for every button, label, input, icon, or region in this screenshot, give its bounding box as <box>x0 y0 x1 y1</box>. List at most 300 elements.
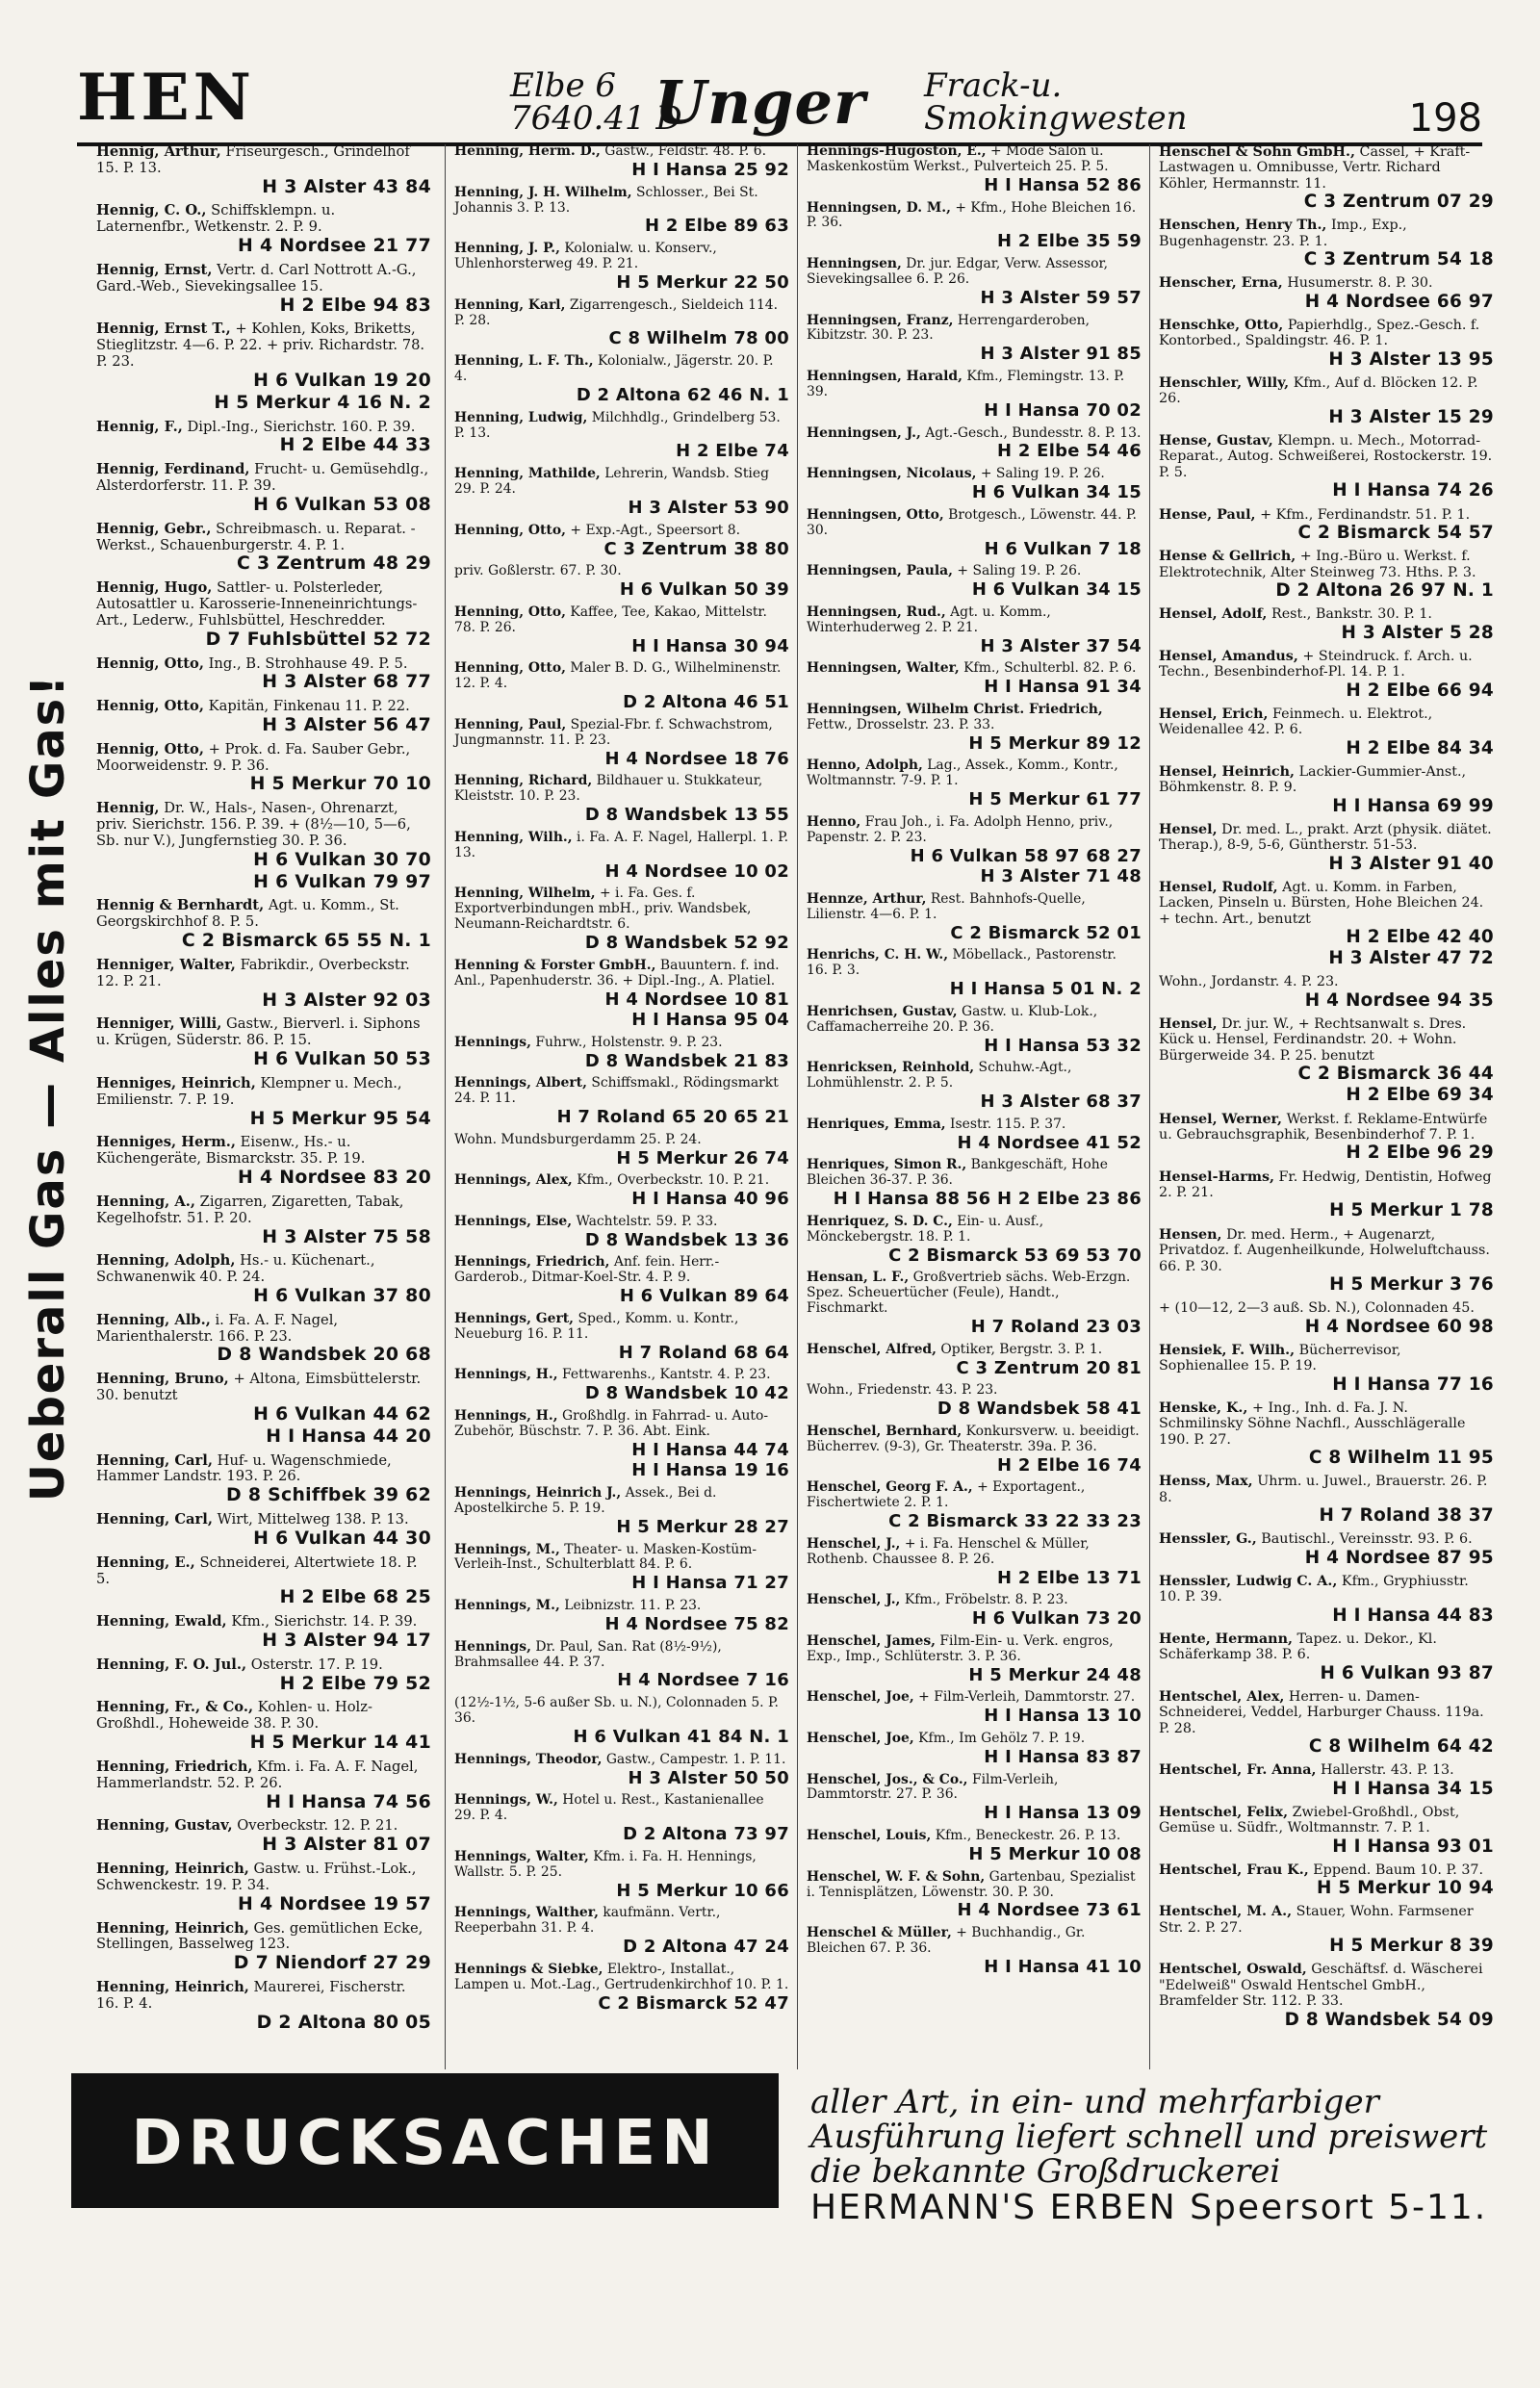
ad-box-text: DRUCKSACHEN <box>131 2108 719 2179</box>
header-keyword: HEN <box>77 60 255 135</box>
directory-entry <box>807 605 1142 657</box>
entry-phone: H I Hansa 13 09 <box>984 1803 1142 1824</box>
entry-description: Fuhrw., Holstenstr. 9. P. 23. <box>535 1034 723 1050</box>
entry-description: + Mode Salon u. Maskenkostüm Werkst., Pulverteich 25. P. 5. <box>807 143 1109 174</box>
directory-entry <box>96 699 431 737</box>
entry-description: Kfm., Gryphiusstr. 10. P. 39. <box>1159 1573 1469 1605</box>
entry-description: + Film-Verleih, Dammtorstr. 27. <box>918 1689 1136 1706</box>
entry-description: + Saling 19. P. 26. <box>957 563 1082 579</box>
entry-phone: C 3 Zentrum 38 80 <box>603 538 789 559</box>
directory-entry <box>454 1173 789 1210</box>
entry-name: Henschel, W. F. & Sohn, <box>807 1868 986 1885</box>
directory-entry <box>807 703 1142 755</box>
entry-description: Kfm., Overbeckstr. 10. P. 21. <box>577 1172 770 1189</box>
entry-description: Isestr. 115. P. 37. <box>950 1116 1066 1132</box>
entry-phone: H 6 Vulkan 7 18 <box>984 538 1142 559</box>
directory-entry <box>807 314 1142 366</box>
entry-description: Eisenw., Hs.- u. Küchengeräte, Bismarckstr. 35. P. 19. <box>96 1134 366 1168</box>
entry-description: + i. Fa. Henschel & Müller, Rothenb. Chaussee 8. P. 26. <box>807 1535 1090 1567</box>
directory-entry <box>807 1634 1142 1686</box>
directory-entry <box>807 201 1142 253</box>
entry-phone: H 5 Merkur 1 78 <box>1329 1200 1494 1221</box>
entry-name: Henrichs, C. H. W., <box>807 947 949 963</box>
entry-description: Kfm., Im Gehölz 7. P. 19. <box>918 1730 1086 1746</box>
entry-phone: H 2 Elbe 54 46 <box>996 441 1142 462</box>
directory-entry <box>454 1963 789 2015</box>
directory-entry <box>1159 1300 1494 1338</box>
directory-entry <box>807 508 1142 560</box>
entry-description: Großhdlg. in Fahrrad- u. Auto-Zubehör, Büschstr. 7. P. 36. Abt. Eink. <box>454 1407 769 1439</box>
directory-entry <box>454 1036 789 1072</box>
entry-name: Henrichsen, Gustav, <box>807 1003 958 1019</box>
entry-phone: H 5 Merkur 22 50 <box>616 271 789 293</box>
entry-phone: H 2 Elbe 13 71 <box>996 1567 1142 1588</box>
entry-phone: D 2 Altona 47 24 <box>623 1937 789 1958</box>
entry-description: Frucht- u. Gemüsehdlg., Alsterdorferstr. 11. P. 39. <box>96 461 429 495</box>
entry-phone: H 3 Alster 94 17 <box>262 1631 431 1652</box>
entry-description: Fabrikdir., Overbeckstr. 12. P. 21. <box>96 956 410 989</box>
entry-description: Schiffsmakl., Rödingsmarkt 24. P. 11. <box>454 1075 779 1107</box>
entry-description: Milchhdlg., Grindelberg 53. P. 13. <box>454 409 781 441</box>
entry-description: Agt. u. Komm., Winterhuderweg 2. P. 21. <box>807 603 1051 635</box>
entry-description: Papierhdlg., Spez.-Gesch. f. Kontorbed., Spaldingstr. 46. P. 1. <box>1159 318 1480 349</box>
entry-phone: H 3 Alster 81 07 <box>262 1835 431 1856</box>
directory-entry <box>96 580 431 651</box>
entry-description: + Exp.-Agt., Speersort 8. <box>570 522 741 538</box>
entry-description: Kfm., Beneckestr. 26. P. 13. <box>935 1828 1121 1844</box>
entry-name: Henno, Adolph, <box>807 757 923 774</box>
directory-entry <box>454 354 789 406</box>
directory-entry <box>1159 1574 1494 1627</box>
entry-name: Henschen, Henry Th., <box>1159 218 1327 234</box>
entry-phone: H I Hansa 74 56 <box>266 1791 431 1812</box>
entry-phone: H I Hansa 93 01 <box>1332 1836 1494 1857</box>
entry-name: Henning, Mathilde, <box>454 466 601 482</box>
entry-description: Anf. fein. Herr.-Garderob., Ditmar-Koel-Str. 4. P. 9. <box>454 1254 720 1286</box>
ad-firm: HERMANN'S ERBEN Speersort 5-11. <box>810 2188 1488 2227</box>
directory-entry <box>1159 318 1494 371</box>
entry-phone: C 8 Wilhelm 78 00 <box>608 328 789 349</box>
entry-phone: H I Hansa 25 92 <box>631 159 789 180</box>
entry-name: Henning, Carl, <box>96 1451 213 1469</box>
entry-phone: H 2 Elbe 74 <box>676 441 789 462</box>
directory-entry <box>807 1732 1142 1768</box>
entry-name: Henriquez, S. D. C., <box>807 1213 953 1229</box>
entry-description: Optiker, Bergstr. 3. P. 1. <box>940 1341 1103 1357</box>
entry-name: Henssler, G., <box>1159 1531 1257 1548</box>
entry-description: Maler B. D. G., Wilhelminenstr. 12. P. 4. <box>454 660 782 692</box>
entry-description: + Buchhandig., Gr. Bleichen 67. P. 36. <box>807 1925 1086 1957</box>
entry-description: Konkursverw. u. beeidigt. Bücherrev. (9-3), Gr. Theaterstr. 39a. P. 36. <box>807 1423 1140 1454</box>
directory-entry <box>454 886 789 953</box>
entry-description: Bautischl., Vereinsstr. 93. P. 6. <box>1261 1531 1473 1548</box>
directory-entry <box>807 1061 1142 1113</box>
entry-phone: D 8 Wandsbek 20 68 <box>217 1345 431 1366</box>
entry-description: Dr. jur. W., + Rechtsanwalt s. Dres. Kück u. Hensel, Ferdinandstr. 20. + Wohn. Bürgerweide 34. P. 25. benutzt <box>1159 1016 1467 1064</box>
entry-phone: H 4 Nordsee 18 76 <box>604 748 789 769</box>
entry-phone: H I Hansa 13 10 <box>984 1706 1142 1727</box>
directory-entry <box>96 958 431 1012</box>
directory-entry <box>807 1383 1142 1420</box>
entry-phone: H I Hansa 44 20 <box>266 1425 431 1447</box>
directory-entry <box>807 257 1142 309</box>
entry-phone: D 8 Wandsbek 52 92 <box>584 933 789 953</box>
entry-name: Hennings, Gert, <box>454 1310 575 1326</box>
entry-name: Hentschel, Fr. Anna, <box>1159 1762 1317 1779</box>
entry-name: Hense, Gustav, <box>1159 433 1273 449</box>
entry-description: Lag., Assek., Komm., Kontr., Woltmannstr. 7-9. P. 1. <box>807 757 1118 789</box>
entry-phone: D 2 Altona 73 97 <box>623 1824 789 1845</box>
entry-phone: H I Hansa 41 10 <box>984 1956 1142 1977</box>
entry-description: Friseurgesch., Grindelhof 15. P. 13. <box>96 143 410 176</box>
directory-entry <box>1159 1112 1494 1165</box>
entry-phone: H I Hansa 77 16 <box>1332 1374 1494 1395</box>
entry-phone: H 3 Alster 91 40 <box>1328 853 1494 874</box>
entry-name: Hense & Gellrich, <box>1159 549 1296 565</box>
directory-entry <box>454 1696 789 1748</box>
directory-entry <box>96 462 431 516</box>
entry-phone: H I Hansa 53 32 <box>984 1035 1142 1056</box>
directory-entry <box>96 1759 431 1813</box>
entry-phone: H 3 Alster 75 58 <box>262 1226 431 1247</box>
entry-name: Hennig, C. O., <box>96 202 207 219</box>
entry-description: Dipl.-Ing., Sierichstr. 160. P. 39. <box>187 418 416 435</box>
entry-description: Ing., B. Strohhause 49. P. 5. <box>208 655 408 672</box>
entry-description: Schreibmasch. u. Reparat. - Werkst., Schauenburgerstr. 4. P. 1. <box>96 520 416 553</box>
entry-description: Dr. Paul, San. Rat (8½-9½), Brahmsallee 44. P. 37. <box>454 1638 722 1670</box>
entry-phone: H 4 Nordsee 10 81 <box>604 989 789 1010</box>
directory-entry <box>96 1980 431 2034</box>
entry-name: Henningsen, Wilhelm Christ. Friedrich, <box>807 701 1103 717</box>
entry-phone: C 2 Bismarck 54 57 <box>1297 522 1494 543</box>
entry-description: Kfm., Sierichstr. 14. P. 39. <box>231 1613 418 1631</box>
directory-entry <box>96 1555 431 1609</box>
entry-name: Henschel, Jos., & Co., <box>807 1771 968 1787</box>
entry-description: Film-Verleih, Dammtorstr. 27. P. 36. <box>807 1771 1059 1803</box>
entry-phone: D 2 Altona 46 51 <box>623 692 789 713</box>
entry-phone: D 8 Wandsbek 54 09 <box>1284 2009 1494 2030</box>
entry-name: Henschel & Müller, <box>807 1925 952 1941</box>
entry-description: Kfm., Fröbelstr. 8. P. 23. <box>904 1592 1068 1608</box>
entry-phone: H I Hansa 52 86 <box>984 174 1142 195</box>
entry-name: Henschel, Joe, <box>807 1689 914 1706</box>
entry-phone: H 3 Alster 53 90 <box>628 497 789 518</box>
entry-name: Henning, Otto, <box>454 660 566 677</box>
entry-phone: H I Hansa 91 34 <box>984 677 1142 698</box>
entry-name: Henss, Max, <box>1159 1474 1253 1490</box>
entry-description: Sped., Komm. u. Kontr., Neueburg 16. P. 11. <box>454 1310 739 1342</box>
entry-name: Henningsen, Walter, <box>807 660 960 677</box>
entry-phone: H 7 Roland 38 37 <box>1319 1504 1494 1526</box>
entry-description: Gastw., Campestr. 1. P. 11. <box>605 1751 786 1767</box>
directory-entry <box>454 1215 789 1251</box>
entry-description: Imp., Exp., Bugenhagenstr. 23. P. 1. <box>1159 218 1407 249</box>
entry-description: Schlosser., Bei St. Johannis 3. P. 13. <box>454 184 758 216</box>
entry-phone: H 5 Merkur 3 76 <box>1329 1273 1494 1295</box>
entry-description: Schuhw.-Agt., Lohmühlenstr. 2. P. 5. <box>807 1060 1072 1091</box>
entry-description: Kfm. i. Fa. H. Hennings, Wallstr. 5. P. 25. <box>454 1848 757 1880</box>
directory-entry <box>96 1700 431 1754</box>
entry-name: Hennig, Ernst, <box>96 261 213 278</box>
entry-name: Henningsen, Otto, <box>807 506 944 523</box>
entry-phone: D 8 Schiffbek 39 62 <box>226 1485 431 1506</box>
directory-column-3 <box>807 144 1142 1983</box>
page-number: 198 <box>1408 96 1482 141</box>
entry-name: Hennig, Gebr., <box>96 520 212 537</box>
header-ad-phone-line2: 7640.41 D <box>510 99 682 138</box>
entry-phone: H 4 Nordsee 94 35 <box>1304 989 1494 1011</box>
entry-description: Herrengarderoben, Kibitzstr. 30. P. 23. <box>807 312 1091 344</box>
entry-phone: H 5 Merkur 14 41 <box>249 1733 431 1754</box>
directory-entry <box>1159 218 1494 270</box>
directory-entry <box>807 467 1142 503</box>
entry-description: Film-Ein- u. Verk. engros, Exp., Imp., Schlüterstr. 3. P. 36. <box>807 1632 1114 1664</box>
entry-description: Kfm., Auf d. Blöcken 12. P. 26. <box>1159 375 1478 407</box>
entry-name: Henningsen, <box>807 256 902 271</box>
entry-description: Gastw., Bierverl. i. Siphons u. Krügen, Süderstr. 86. P. 15. <box>96 1015 421 1049</box>
entry-phone: D 2 Altona 80 05 <box>256 2012 431 2033</box>
entry-description: + Kfm., Ferdinandstr. 51. P. 1. <box>1260 506 1471 523</box>
entry-description: Frau Joh., i. Fa. Adolph Henno, priv., Papenstr. 2. P. 23. <box>807 813 1114 845</box>
entry-name: Hennings, W., <box>454 1792 558 1809</box>
entry-description: kaufmänn. Vertr., Reeperbahn 31. P. 4. <box>454 1905 721 1937</box>
entry-description: Maurerei, Fischerstr. 16. P. 4. <box>96 1979 406 2012</box>
entry-name: Hennig, Ernst T., <box>96 321 231 338</box>
directory-entry <box>96 1862 431 1915</box>
entry-phone: C 3 Zentrum 54 18 <box>1303 249 1494 270</box>
entry-phone: H 4 Nordsee 66 97 <box>1304 291 1494 312</box>
entry-description: Stauer, Wohn. Farmsener Str. 2. P. 27. <box>1159 1904 1474 1936</box>
entry-description: + Kohlen, Koks, Briketts, Stieglitzstr. 4—6. P. 22. + priv. Richardstr. 78. P. 23. <box>96 321 425 371</box>
entry-phone: D 8 Wandsbek 13 55 <box>584 805 789 826</box>
entry-name: Hentschel, Felix, <box>1159 1804 1289 1820</box>
entry-description: Fettwarenhs., Kantstr. 4. P. 23. <box>561 1367 771 1383</box>
entry-phone: H 3 Alster 59 57 <box>980 287 1142 308</box>
page-header <box>77 50 1482 146</box>
entry-phone: H 2 Elbe 89 63 <box>644 216 789 237</box>
entry-phone: H 4 Nordsee 21 77 <box>238 236 431 257</box>
entry-phone: H I Hansa 88 56 H 2 Elbe 23 86 <box>833 1189 1142 1210</box>
entry-description: Uhrm. u. Juwel., Brauerstr. 26. P. 8. <box>1159 1474 1488 1505</box>
entry-name: Hennig, Arthur, <box>96 143 221 160</box>
entry-description: Theater- u. Masken-Kostüm-Verleih-Inst., Schulterblatt 84. P. 6. <box>454 1541 757 1573</box>
entry-phone: D 8 Wandsbek 21 83 <box>584 1050 789 1071</box>
entry-name: Henning, Gustav, <box>96 1817 233 1835</box>
entry-description: + Saling 19. P. 26. <box>980 466 1105 482</box>
directory-entry <box>96 1921 431 1975</box>
entry-phone: H I Hansa 44 74 <box>631 1439 789 1460</box>
entry-phone: C 2 Bismarck 36 44 <box>1297 1064 1494 1085</box>
directory-entry <box>807 758 1142 810</box>
entry-name: Henssler, Ludwig C. A., <box>1159 1573 1338 1589</box>
entry-phone: H 4 Nordsee 10 02 <box>604 860 789 882</box>
entry-phone: H 4 Nordsee 7 16 <box>617 1670 789 1691</box>
directory-entry <box>807 1829 1142 1865</box>
entry-description: Geschäftsf. d. Wäscherei "Edelweiß" Oswald Hentschel GmbH., Bramfelder Str. 112. P. 33. <box>1159 1962 1483 2010</box>
entry-name: Hennings, H., <box>454 1407 558 1424</box>
entry-description: Bildhauer u. Stukkateur, Kleiststr. 10. P. 23. <box>454 773 763 805</box>
directory-entry <box>807 1271 1142 1337</box>
entry-description: Kfm. i. Fa. A. F. Nagel, Hammerlandstr. 52. P. 26. <box>96 1758 419 1791</box>
entry-description: Dr. med. L., prakt. Arzt (physik. diätet. Therap.), 8-9, 5-6, Güntherstr. 51-53. <box>1159 821 1492 854</box>
entry-name: Hensel, Erich, <box>1159 706 1269 722</box>
entry-name: Hentschel, Frau K., <box>1159 1862 1309 1878</box>
entry-name: Hennings, Alex, <box>454 1172 573 1189</box>
entry-name: Hennings, Theodor, <box>454 1751 603 1767</box>
directory-entry <box>1159 880 1494 970</box>
entry-name: Henning, Paul, <box>454 716 567 732</box>
directory-entry <box>96 321 431 414</box>
directory-entry <box>454 524 789 560</box>
directory-entry <box>1159 1904 1494 1957</box>
directory-entry <box>454 959 789 1031</box>
directory-entry <box>96 1818 431 1857</box>
entry-phone: H I Hansa 34 15 <box>1332 1778 1494 1799</box>
entry-description: Ein- u. Ausf., Mönckebergstr. 18. P. 1. <box>807 1213 1044 1245</box>
entry-description: Kapitän, Finkenau 11. P. 22. <box>208 698 410 715</box>
entry-description: Spezial-Fbr. f. Schwachstrom, Jungmannstr. 11. P. 23. <box>454 716 773 748</box>
directory-entry <box>807 1215 1142 1267</box>
entry-name: Henning, Fr., & Co., <box>96 1699 254 1716</box>
entry-description: + Ing.-Büro u. Werkst. f. Elektrotechnik, Alter Steinweg 73. Hths. P. 3. <box>1159 549 1476 580</box>
directory-entry <box>454 1640 789 1692</box>
entry-description: Feinmech. u. Elektrot., Weidenallee 42. P. 6. <box>1159 706 1433 738</box>
entry-phone: H 5 Merkur 95 54 <box>249 1108 431 1129</box>
directory-entry <box>454 774 789 826</box>
directory-entry <box>1159 507 1494 545</box>
entry-description: Rest., Bankstr. 30. P. 1. <box>1270 606 1432 623</box>
directory-entry <box>1159 822 1494 875</box>
directory-entry <box>1159 1805 1494 1858</box>
entry-phone: H 5 Merkur 4 16 N. 2 <box>214 392 431 413</box>
directory-entry <box>807 1158 1142 1210</box>
entry-phone: H 4 Nordsee 87 95 <box>1304 1547 1494 1568</box>
directory-entry <box>454 1753 789 1789</box>
directory-entry <box>1159 1169 1494 1222</box>
entry-description: + Ing., Inh. d. Fa. J. N. Schmilinsky Söhne Nachfl., Ausschlägeralle 190. P. 27. <box>1159 1399 1466 1448</box>
entry-name: Henschel, J., <box>807 1592 901 1608</box>
entry-description: + i. Fa. Ges. f. Exportverbindungen mbH., priv. Wandsbek, Neumann-Reichardtstr. 6. <box>454 886 752 933</box>
column-divider <box>797 144 798 2069</box>
header-ad-slogan-line2: Smokingwesten <box>924 99 1188 138</box>
entry-name: Henningsen, J., <box>807 424 921 441</box>
entry-description: Schneiderei, Altertwiete 18. P. 5. <box>96 1553 418 1587</box>
directory-entry <box>1159 275 1494 313</box>
column-divider <box>445 144 446 2069</box>
directory-entry <box>454 1850 789 1902</box>
directory-entry <box>454 186 789 238</box>
entry-name: Hennings, <box>454 1034 531 1050</box>
entry-description: Vertr. d. Carl Nottrott A.-G., Gard.-Web., Sievekingsallee 15. <box>96 261 417 295</box>
entry-phone: H 6 Vulkan 37 80 <box>253 1286 431 1306</box>
entry-phone: H 6 Vulkan 34 15 <box>971 579 1142 601</box>
entry-description: Leibnizstr. 11. P. 23. <box>564 1598 702 1614</box>
entry-phone: C 2 Bismarck 53 69 53 70 <box>888 1245 1142 1266</box>
entry-description: Assek., Bei d. Apostelkirche 5. P. 19. <box>454 1485 717 1516</box>
header-ad-slogan-line1: Frack-u. <box>924 66 1063 105</box>
entry-name: Henschel, Alfred, <box>807 1341 937 1357</box>
entry-description: Kohlen- u. Holz-Großhdl., Hoheweide 38. P. 30. <box>96 1699 372 1733</box>
directory-entry <box>807 370 1142 422</box>
entry-phone: H 3 Alster 92 03 <box>262 989 431 1011</box>
entry-name: Henning, Karl, <box>454 296 566 313</box>
directory-entry <box>1159 1689 1494 1758</box>
directory-entry <box>96 801 431 893</box>
entry-description: Fr. Hedwig, Dentistin, Hofweg 2. P. 21. <box>1159 1168 1492 1201</box>
entry-phone: H 3 Alster 68 77 <box>262 672 431 693</box>
entry-description: Bankgeschäft, Hohe Bleichen 36-37. P. 36. <box>807 1157 1108 1189</box>
entry-name: Hensel, Rudolf, <box>1159 879 1278 895</box>
directory-entry <box>96 1253 431 1307</box>
directory-entry <box>96 1614 431 1653</box>
directory-entry <box>454 1486 789 1538</box>
directory-entry <box>807 1005 1142 1057</box>
entry-phone: H 2 Elbe 44 33 <box>279 435 431 456</box>
directory-entry <box>807 1117 1142 1154</box>
directory-entry <box>1159 1227 1494 1296</box>
side-slogan: Ueberall Gas — Alles mit Gas! <box>21 673 75 1502</box>
entry-name: Henning, Alb., <box>96 1311 211 1328</box>
directory-entry <box>96 1657 431 1696</box>
directory-entry <box>1159 1962 1494 2030</box>
directory-entry <box>96 1194 431 1248</box>
entry-name: Hensel, Heinrich, <box>1159 763 1296 780</box>
entry-phone: H 6 Vulkan 79 97 <box>253 871 431 892</box>
entry-name: Henschel, Bernhard, <box>807 1423 962 1439</box>
entry-description: Hotel u. Rest., Kastanienallee 29. P. 4. <box>454 1792 764 1824</box>
entry-description: + (10—12, 2—3 auß. Sb. N.), Colonnaden 45. <box>1159 1300 1475 1317</box>
entry-description: Dr. W., Hals-, Nasen-, Ohrenarzt, priv. Sierichstr. 156. P. 39. + (8½—10, 5—6, Sb. nur V.), Jungfernstieg 30. P. 36. <box>96 800 411 849</box>
entry-phone: H 4 Nordsee 83 20 <box>238 1168 431 1189</box>
entry-name: Henning, Bruno, <box>96 1371 229 1388</box>
entry-description: Husumerstr. 8. P. 30. <box>1287 275 1433 292</box>
entry-name: Hennings, H., <box>454 1367 558 1383</box>
entry-name: Henriques, Simon R., <box>807 1157 967 1173</box>
entry-phone: H I Hansa 71 27 <box>631 1573 789 1594</box>
entry-description: Osterstr. 17. P. 19. <box>250 1656 383 1673</box>
entry-name: Henningsen, Rud., <box>807 603 946 620</box>
entry-description: Herren- u. Damen-Schneiderei, Veddel, Harburger Chauss. 119a. P. 28. <box>1159 1688 1484 1736</box>
directory-entry <box>807 892 1142 944</box>
directory-entry <box>807 1537 1142 1589</box>
directory-entry <box>807 815 1142 887</box>
entry-name: Henschel, J., <box>807 1535 901 1552</box>
entry-phone: H 2 Elbe 69 34 <box>1346 1085 1494 1106</box>
entry-name: Henningsen, Paula, <box>807 563 953 579</box>
entry-name: Hennings, <box>454 1638 531 1655</box>
entry-description: Huf- u. Wagenschmiede, Hammer Landstr. 193. P. 26. <box>96 1451 392 1485</box>
entry-phone: H 2 Elbe 96 29 <box>1346 1143 1494 1164</box>
entry-name: Hennings, M., <box>454 1541 560 1557</box>
entry-name: Henno, <box>807 813 861 830</box>
entry-phone: D 8 Wandsbek 13 36 <box>584 1229 789 1250</box>
directory-entry <box>1159 375 1494 428</box>
entry-name: Hense, Paul, <box>1159 506 1256 523</box>
directory-entry <box>96 898 431 952</box>
entry-name: Henningsen, Nicolaus, <box>807 466 977 482</box>
entry-phone: C 3 Zentrum 20 81 <box>956 1357 1142 1378</box>
entry-description: Brotgesch., Löwenstr. 44. P. 30. <box>807 506 1137 538</box>
entry-name: Henning, Heinrich, <box>96 1979 249 1996</box>
entry-phone: H 2 Elbe 16 74 <box>996 1454 1142 1476</box>
directory-entry <box>96 1076 431 1130</box>
directory-entry <box>96 1135 431 1189</box>
entry-name: Hentschel, Alex, <box>1159 1688 1285 1705</box>
entry-description: Schiffsklempn. u. Laternenfbr., Wetkenstr. 2. P. 9. <box>96 202 336 236</box>
directory-entry <box>807 1343 1142 1379</box>
entry-description: Agt.-Gesch., Bundesstr. 8. P. 13. <box>925 424 1142 441</box>
entry-name: Henning, Herm. D., <box>454 143 601 159</box>
